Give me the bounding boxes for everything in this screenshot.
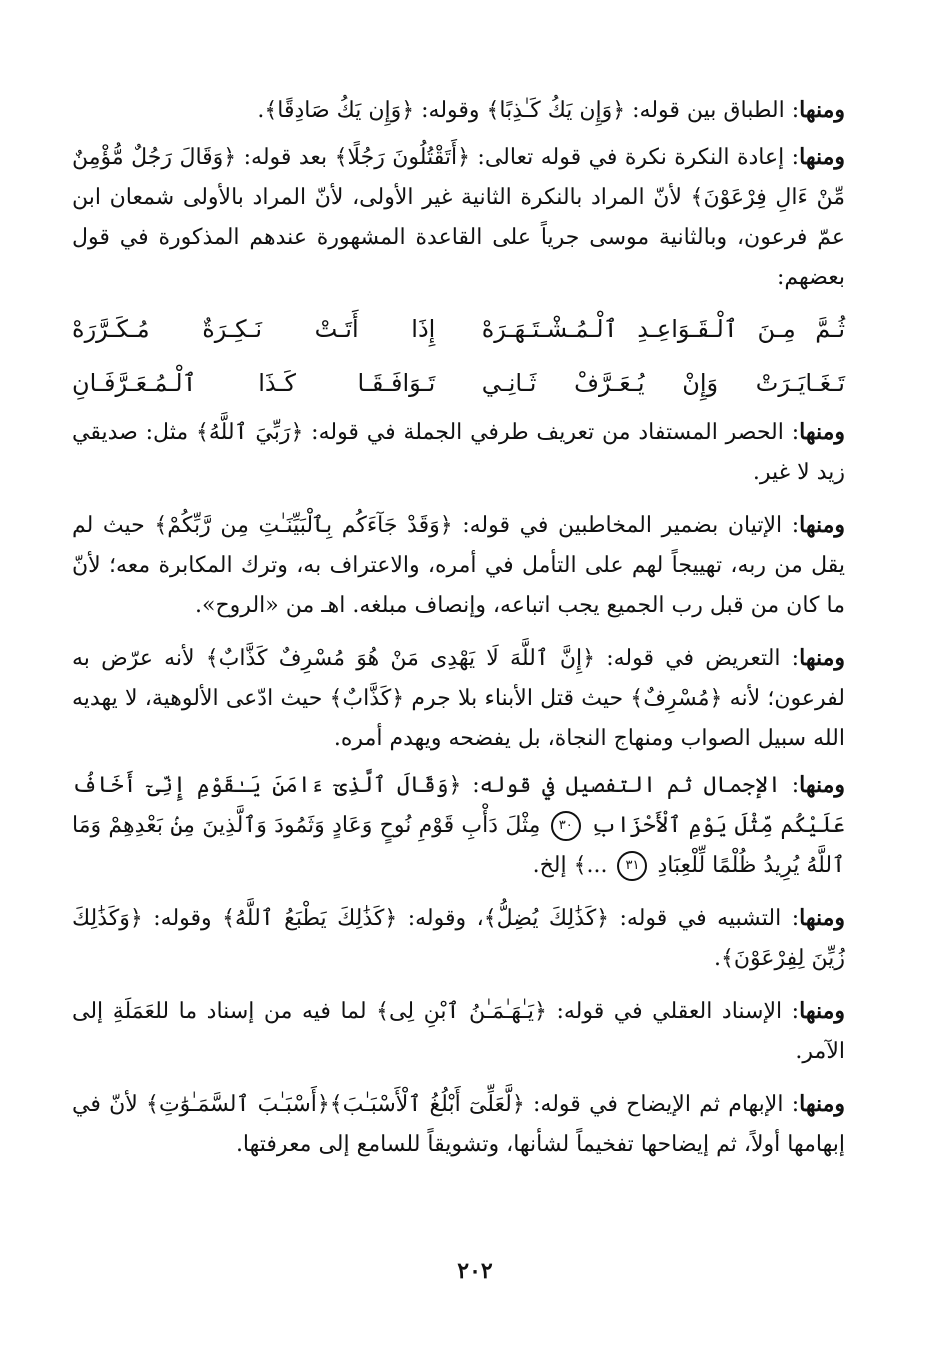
paragraph-tibaq [72, 90, 845, 131]
paragraph-text: ...﴾ إلخ. [532, 853, 608, 878]
ayah-number-marker: ٣١ [617, 851, 647, 881]
paragraph-text: : الإبهام ثم الإيضاح في قوله: ﴿لَّعَلِّىٓ أَبْلُغُ ٱلْأَسْبَـٰبَ﴾﴿أَسْبَـٰبَ ٱلسَّمَـٰوَٰتِ﴾ لأنّ في إبهامها أولاً، ثم إيضاحها تفخيماً لشأنها، وتشويقاً للسامع إلى معرفتها. [72, 1092, 845, 1157]
paragraph-text: : الإسناد العقلي في قوله: ﴿يَـٰهَـٰمَـٰنُ ٱبْنِ لِى﴾ لما فيه من إسناد ما للعَمَلَةِ إلى الآمر. [72, 999, 845, 1064]
paragraph-tashbih [72, 898, 845, 979]
paragraph-nakira [72, 137, 845, 298]
ayah-number-marker: ٣٠ [551, 811, 581, 841]
paragraph-text: : الحصر المستفاد من تعريف طرفي الجملة في قوله: ﴿رَبِّيَ ٱللَّهُ﴾ مثل: صديقي زيد لا غير. [72, 420, 845, 485]
paragraph-ijmal [72, 765, 845, 886]
paragraph-tarid [72, 638, 845, 759]
paragraph-lead: ومنها [799, 645, 845, 671]
paragraph-lead: ومنها [799, 512, 845, 538]
verse-hemistich-right: ثُـمَّ مِـنَ ٱلْـقَـوَاعِـدِ ٱلْـمُـشْـتَـهَـرَهْ [481, 315, 845, 343]
poem-verse-2 [72, 360, 845, 406]
verse-hemistich-left: تَـوَافَـقَـا كَـذَا ٱلْـمُـعَـرَّفَـانِ [72, 369, 436, 397]
paragraph-text: : التشبيه في قوله: ﴿كَذَٰلِكَ يُضِلُّ﴾، وقوله: ﴿كَذَٰلِكَ يَطْبَعُ ٱللَّهُ﴾ وقوله: ﴿وَكَذَٰلِكَ زُيِّنَ لِفِرْعَوْنَ﴾. [72, 906, 845, 971]
paragraph-text: : الإجمال ثم التفصيل في قوله: ﴿وَقَالَ ٱلَّذِىٓ ءَامَنَ يَـٰقَوْمِ إِنِّىٓ أَخَافُ عَلَيْكُم مِّثْلَ يَوْمِ ٱلْأَحْزَابِ [72, 773, 845, 838]
paragraph-ibham [72, 1084, 845, 1165]
paragraph-damir [72, 505, 845, 626]
paragraph-lead: ومنها [799, 144, 845, 170]
paragraph-text: : إعادة النكرة نكرة في قوله تعالى: ﴿أَتَقْتُلُونَ رَجُلًا﴾ بعد قوله: ﴿وَقَالَ رَجُلٌ مُّؤْمِنٌ مِّنْ ءَالِ فِرْعَوْنَ﴾ لأنّ المراد بالنكرة الثانية غير الأولى، لأنّ المراد بالأولى شمعان ابن عمّ فرعون، وبالثانية موسى جرياً على القاعدة المشهورة عندهم المذكورة في قول بعضهم: [72, 145, 845, 290]
paragraph-lead: ومنها [799, 772, 845, 798]
paragraph-isnad [72, 991, 845, 1072]
page-number: ٢٠٢ [457, 1258, 493, 1284]
paragraph-text: مِثْلَ دَأْبِ قَوْمِ نُوحٍ وَعَادٍ وَثَمُودَ وَٱلَّذِينَ مِنۢ بَعْدِهِمْ وَمَا ٱللَّهُ يُرِيدُ ظُلْمًا لِّلْعِبَادِ [72, 813, 845, 878]
paragraph-text: : الإتيان بضمير المخاطبين في قوله: ﴿وَقَدْ جَآءَكُم بِٱلْبَيِّنَـٰتِ مِن رَّبِّكُمْ﴾ حيث لم يقل من ربه، تهييجاً لهم على التأمل في أمره، والاعتراف به، وترك المكابرة معه؛ لأنّ ما كان من قبل رب الجميع يجب اتباعه، وإنصاف مبلغه. اهـ من «الروح». [72, 513, 845, 618]
paragraph-lead: ومنها [799, 97, 845, 123]
verse-hemistich-right: تَـغَـايَـرَتْ وَإِنْ يُـعَـرَّفْ ثَـانِـي [481, 369, 845, 397]
poem-verse-1 [72, 306, 845, 352]
paragraph-text: : الطباق بين قوله: ﴿وَإِن يَكُ كَـٰذِبًا﴾ وقوله: ﴿وَإِن يَكُ صَادِقًا﴾. [257, 98, 800, 123]
paragraph-text: : التعريض في قوله: ﴿إِنَّ ٱللَّهَ لَا يَهْدِى مَنْ هُوَ مُسْرِفٌ كَذَّابٌ﴾ لأنه عرّض به لفرعون؛ لأنه ﴿مُسْرِفٌ﴾ حيث قتل الأبناء بلا جرم ﴿كَذَّابٌ﴾ حيث ادّعى الألوهية، لا يهديه الله سبيل الصواب ومنهاج النجاة، بل يفضحه ويهدم أمره. [72, 646, 845, 751]
paragraph-lead: ومنها [799, 419, 845, 445]
paragraph-lead: ومنها [799, 998, 845, 1024]
verse-hemistich-left: إِذَا أَتَـتْ نَـكِـرَةٌ مُـكَـرَّرَهْ [72, 315, 436, 343]
paragraph-lead: ومنها [799, 905, 845, 931]
paragraph-hasr [72, 412, 845, 493]
paragraph-lead: ومنها [799, 1091, 845, 1117]
